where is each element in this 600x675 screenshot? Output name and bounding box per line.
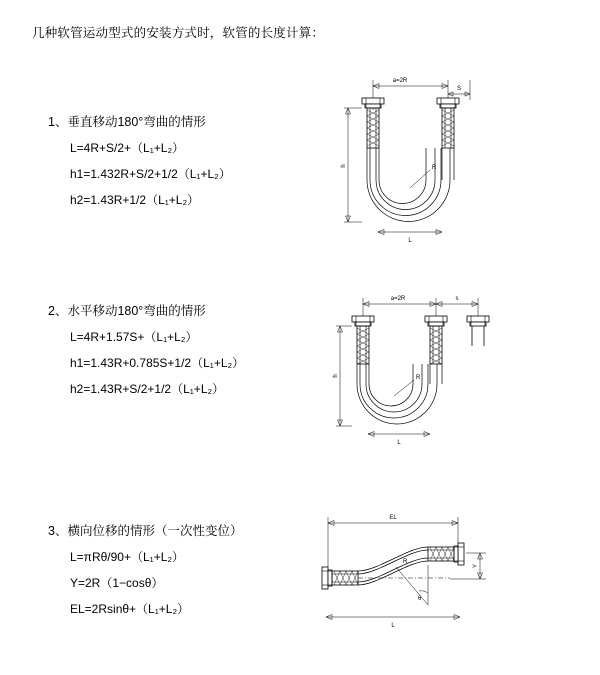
- page-title: 几种软管运动型式的安装方式时，软管的长度计算：: [32, 26, 325, 40]
- figure-2-top-dim-left-label: a=2R: [390, 296, 406, 302]
- figure-3-top-dim-label: EL: [389, 515, 397, 521]
- figure-2-height-label: h: [333, 374, 339, 378]
- section-1-formula-3: h2=1.43R+1/2（L₁+L₂）: [70, 193, 200, 207]
- section-2-text: [48, 301, 244, 406]
- figure-1-length-label: L: [408, 238, 412, 244]
- section-3-formula-2: Y=2R（1−cosθ）: [70, 576, 164, 590]
- figure-1-radius-label: R: [432, 165, 437, 171]
- figure-3-radius-label: R: [403, 559, 408, 565]
- figure-1-top-dim-label: a=2R: [392, 78, 408, 84]
- figure-3-lateral-offset: [300, 505, 500, 635]
- figure-1-height-label: h: [341, 164, 347, 168]
- figure-2-horizontal-180: [318, 288, 498, 448]
- section-3-title: 3、横向位移的情形（一次性变位）: [48, 524, 243, 538]
- figure-1-s-label: S: [456, 86, 462, 92]
- section-1-formula-1: L=4R+S/2+（L₁+L₂）: [70, 141, 185, 155]
- figure-3-y-label: Y: [473, 563, 479, 569]
- section-2-formula-2: h1=1.43R+0.785S+1/2（L₁+L₂）: [70, 356, 245, 370]
- section-1-formula-2: h1=1.432R+S/2+1/2（L₁+L₂）: [70, 167, 231, 181]
- figure-2-top-dim-right-label: s: [455, 296, 459, 302]
- figure-3-length-label: L: [391, 623, 395, 629]
- figure-2-length-label: L: [397, 440, 401, 446]
- section-1-text: [48, 112, 231, 217]
- section-2-formula-1: L=4R+1.57S+（L₁+L₂）: [70, 330, 198, 344]
- section-3-text: [48, 521, 242, 626]
- section-2-formula-3: h2=1.43R+S/2+1/2（L₁+L₂）: [70, 382, 225, 396]
- figure-3-angle-label: θ: [418, 596, 422, 602]
- section-1-title: 1、垂直移动180°弯曲的情形: [48, 115, 206, 129]
- figure-2-radius-label: R: [416, 375, 421, 381]
- section-2-title: 2、水平移动180°弯曲的情形: [48, 304, 206, 318]
- section-3-formula-3: EL=2Rsinθ+（L₁+L₂）: [70, 602, 190, 616]
- section-3-formula-1: L=πRθ/90+（L₁+L₂）: [70, 550, 185, 564]
- figure-1-vertical-180: [318, 70, 498, 260]
